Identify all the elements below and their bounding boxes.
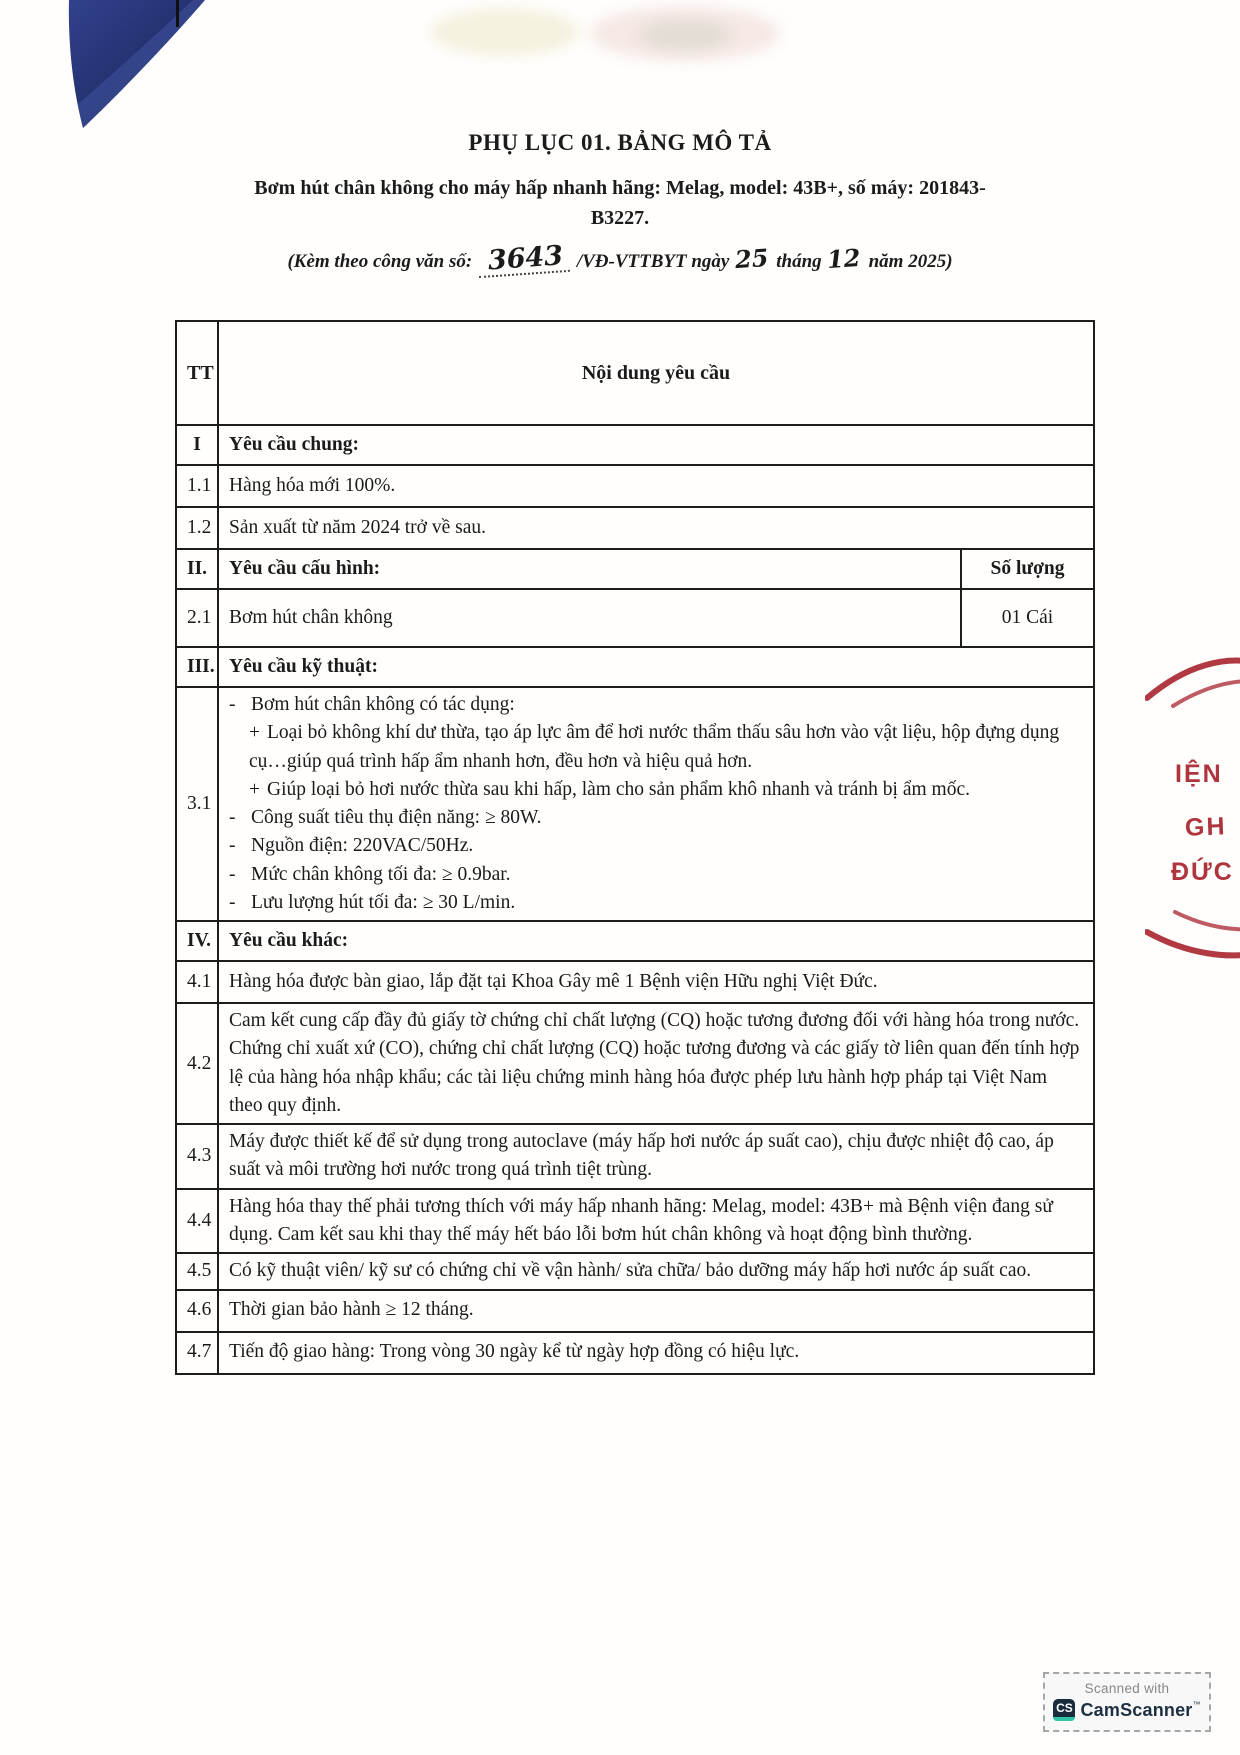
row-number: 2.1 — [176, 589, 218, 647]
bullet-text: Nguồn điện: 220VAC/50Hz. — [251, 835, 474, 857]
table-row — [176, 1003, 1094, 1124]
row-number: IV. — [176, 921, 218, 961]
official-stamp-partial — [1145, 640, 1240, 975]
table-row — [176, 507, 1094, 549]
handwritten-doc-number: 3643 — [477, 242, 570, 278]
bullet-text: Công suất tiêu thụ điện năng: ≥ 80W. — [251, 807, 542, 829]
page-title: PHỤ LỤC 01. BẢNG MÔ TẢ — [468, 130, 772, 155]
row-content: Máy được thiết kế để sử dụng trong autoclave (máy hấp hơi nước áp suất cao), chịu được nhiệt độ cao, áp suất và môi trường hơi nước trong quá trình tiệt trùng. — [218, 1124, 1094, 1189]
handwritten-day: 25 — [734, 242, 770, 275]
stamp-text-fragment: IỆN — [1175, 760, 1223, 788]
row-content: Hàng hóa được bàn giao, lắp đặt tại Khoa Gây mê 1 Bệnh viện Hữu nghị Việt Đức. — [218, 961, 1094, 1003]
bullet-marker: - — [229, 694, 236, 715]
ref-prefix: (Kèm theo công văn số: — [287, 251, 477, 272]
row-number: II. — [176, 549, 218, 589]
row-number: III. — [176, 647, 218, 687]
subtitle-line2: B3227. — [590, 207, 650, 229]
quantity-value: 01 Cái — [961, 589, 1094, 647]
section-row — [176, 921, 1094, 961]
document-header — [150, 130, 1090, 277]
row-number: 4.7 — [176, 1332, 218, 1374]
bullet-item — [229, 832, 1083, 860]
row-content: Bơm hút chân không — [218, 589, 961, 647]
bullet-text: Mức chân không tối đa: ≥ 0.9bar. — [251, 863, 511, 885]
bullet-marker: + — [249, 778, 260, 800]
section-row — [176, 549, 1094, 589]
ref-suffix: năm 2025) — [863, 251, 953, 272]
quantity-column-header: Số lượng — [961, 549, 1094, 589]
bullet-item — [229, 691, 1083, 719]
reference-line — [150, 240, 1090, 277]
table-row — [176, 687, 1094, 921]
scanned-with-label: Scanned with — [1084, 1681, 1170, 1696]
ink-bleed-spot — [640, 20, 730, 50]
bullet-text: Bơm hút chân không có tác dụng: — [251, 694, 515, 715]
section-row — [176, 647, 1094, 687]
row-content: Tiến độ giao hàng: Trong vòng 30 ngày kể từ ngày hợp đồng có hiệu lực. — [218, 1332, 1094, 1374]
row-number: 3.1 — [176, 687, 218, 921]
row-content: Thời gian bảo hành ≥ 12 tháng. — [218, 1290, 1094, 1332]
handwritten-month: 12 — [826, 242, 862, 275]
row-number: 1.1 — [176, 465, 218, 507]
row-content — [218, 687, 1094, 921]
row-content: Có kỹ thuật viên/ kỹ sư có chứng chỉ về vận hành/ sửa chữa/ bảo dưỡng máy hấp hơi nước áp suất cao. — [218, 1253, 1094, 1289]
row-number: 1.2 — [176, 507, 218, 549]
row-content: Yêu cầu kỹ thuật: — [218, 647, 1094, 687]
table-row — [176, 589, 1094, 647]
scan-edge-mark — [176, 0, 179, 27]
bullet-text: Loại bỏ không khí dư thừa, tạo áp lực âm để hơi nước thẩm thấu sâu hơn vào vật liệu, hộp đựng dụng cụ…giúp quá trình hấp ẩm nhanh hơn, đều hơn và hiệu quả hơn. — [249, 722, 1060, 772]
document-subtitle — [150, 173, 1090, 233]
bullet-marker: - — [229, 891, 236, 913]
bullet-marker: + — [249, 722, 260, 744]
table-header-row — [176, 321, 1094, 425]
subtitle-line1: Bơm hút chân không cho máy hấp nhanh hãng: Melag, model: 43B+, số máy: 201843- — [254, 177, 986, 199]
row-number: 4.1 — [176, 961, 218, 1003]
page-corner-fold — [55, 0, 215, 135]
table-row — [176, 1253, 1094, 1289]
bullet-item — [229, 776, 1083, 804]
row-number: 4.3 — [176, 1124, 218, 1189]
bullet-marker: - — [229, 863, 236, 885]
stamp-text-fragment: ĐỨC — [1171, 858, 1234, 886]
table-row — [176, 1124, 1094, 1189]
row-content: Yêu cầu cấu hình: — [218, 549, 961, 589]
spec-table — [175, 320, 1095, 1375]
camscanner-wordmark: CamScanner — [1080, 1699, 1193, 1720]
ref-mid2: tháng — [771, 251, 827, 272]
bullet-marker: - — [229, 835, 236, 857]
row-content: Yêu cầu chung: — [218, 425, 1094, 465]
row-number: 4.6 — [176, 1290, 218, 1332]
row-content: Hàng hóa mới 100%. — [218, 465, 1094, 507]
col-header-tt: TT — [176, 321, 218, 425]
ref-mid1: /VĐ-VTTBYT ngày — [572, 251, 735, 272]
stamp-arc-lines — [1145, 640, 1240, 975]
row-number: 4.5 — [176, 1253, 218, 1289]
bullet-text: Lưu lượng hút tối đa: ≥ 30 L/min. — [251, 891, 516, 913]
stamp-text-fragment: GH — [1184, 812, 1227, 842]
table-row — [176, 1290, 1094, 1332]
bullet-item — [229, 889, 1083, 917]
row-content: Yêu cầu khác: — [218, 921, 1094, 961]
trademark-symbol: ™ — [1192, 1699, 1201, 1709]
col-header-content: Nội dung yêu cầu — [218, 321, 1094, 425]
row-content: Sản xuất từ năm 2024 trở về sau. — [218, 507, 1094, 549]
camscanner-badge — [1043, 1672, 1211, 1732]
bullet-text: Giúp loại bỏ hơi nước thừa sau khi hấp, làm cho sản phẩm khô nhanh và tránh bị ẩm mốc. — [267, 778, 970, 800]
row-number: I — [176, 425, 218, 465]
ink-bleed-spot — [430, 8, 580, 56]
camscanner-logo-icon: CS — [1053, 1699, 1075, 1721]
bullet-marker: - — [229, 807, 236, 829]
table-row — [176, 1332, 1094, 1374]
table-row — [176, 465, 1094, 507]
spec-table-body — [176, 425, 1094, 1374]
table-row — [176, 961, 1094, 1003]
row-content: Cam kết cung cấp đầy đủ giấy tờ chứng chỉ chất lượng (CQ) hoặc tương đương đối với hàng hóa trong nước. Chứng chỉ xuất xứ (CO), chứng chỉ chất lượng (CQ) hoặc tương đương và các giấy tờ liên quan đến tính hợp lệ của hàng hóa nhập khẩu; các tài liệu chứng minh hàng hóa được phép lưu hành hợp pháp tại Việt Nam theo quy định. — [218, 1003, 1094, 1124]
row-number: 4.2 — [176, 1003, 218, 1124]
row-number: 4.4 — [176, 1189, 218, 1254]
table-row — [176, 1189, 1094, 1254]
bullet-item — [229, 719, 1083, 776]
bullet-item — [229, 804, 1083, 832]
row-content: Hàng hóa thay thế phải tương thích với máy hấp nhanh hãng: Melag, model: 43B+ mà Bệnh viện đang sử dụng. Cam kết sau khi thay thế máy hết báo lỗi bơm hút chân không và hoạt động bình thường. — [218, 1189, 1094, 1254]
section-row — [176, 425, 1094, 465]
bullet-item — [229, 861, 1083, 889]
